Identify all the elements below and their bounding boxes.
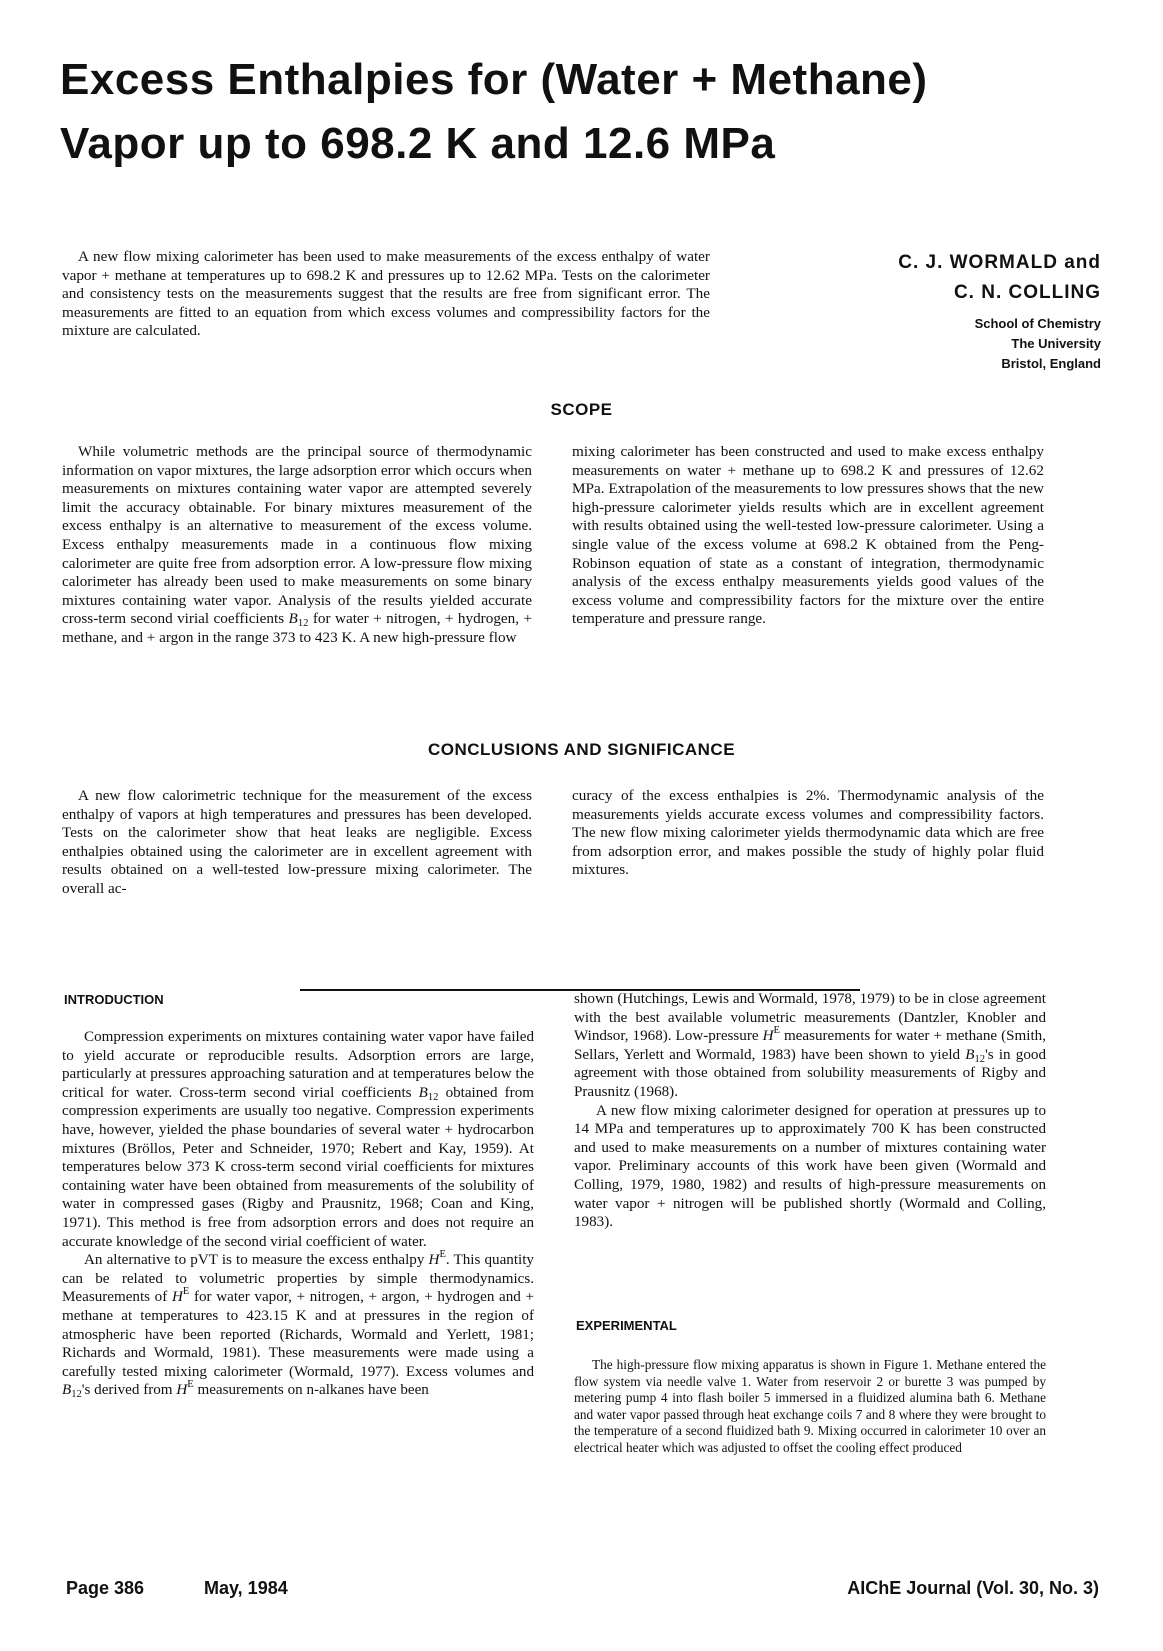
article-title (60, 48, 1120, 176)
affiliation (898, 314, 1101, 374)
title-line-2: Vapor up to 698.2 K and 12.6 MPa (60, 119, 776, 168)
intro-paragraph-3: shown (Hutchings, Lewis and Wormald, 1978, 1979) to be in close agreement with the best available volumetric measurements (Dantzler, Knobler and Windsor, 1968). Low-pressure $H^E$ measurements for water + methane (Smith, Sellars, Yerlett and Wormald, 1983) have been shown to yield $B_{12}'s$ in good agreement with those obtained from solubility measurements of Rigby and Prausnitz (1968). (574, 991, 1046, 1100)
affiliation-line: Bristol, England (1001, 356, 1101, 371)
experimental-column (574, 1357, 1046, 1456)
conclusions-paragraph-continued: curacy of the excess enthalpies is 2%. Thermodynamic analysis of the measurements yields accurate excess volumes and compressibility factors. The new flow mixing calorimeter yields thermodynamic data which are free from adsorption error, and makes possible the study of highly polar fluid mixtures. (572, 787, 1044, 879)
footer-journal: AIChE Journal (Vol. 30, No. 3) (847, 1578, 1099, 1598)
footer-date: May, 1984 (204, 1578, 288, 1598)
intro-paragraph-4: A new flow mixing calorimeter designed for operation at pressures up to 14 MPa and temperatures up to approximately 700 K has been constructed and used to make measurements on a number of mixtures containing water vapor. Preliminary accounts of this work have been given (Wormald and Colling, 1979, 1980, 1982) and results of high-pressure measurements on water vapor + nitrogen will be published shortly (Wormald and Colling, 1983). (574, 1102, 1046, 1231)
scope-paragraph-continued: mixing calorimeter has been constructed and used to make excess enthalpy measurements on water + methane up to 698.2 K and pressures of 12.62 MPa. Extrapolation of the measurements to low pressures shows that the new high-pressure calorimeter yields results which are in excellent agreement with results obtained using the well-tested low-pressure calorimeter. Using a single value of the excess volume at 698.2 K obtained from the Peng-Robinson equation of state as a constant of integration, thermodynamic analysis of the excess enthalpy measurements yields good values of the excess volume and compressibility factors for the mixture over the entire temperature and pressure range. (572, 443, 1044, 628)
symbol-h: H (176, 1382, 188, 1399)
conclusions-paragraph: A new flow calorimetric technique for the measurement of the excess enthalpy of vapors at high temperatures and pressures has been developed. Tests on the calorimeter show that heat leaks are negligible. Excess enthalpies obtained using the calorimeter are in excellent agreement with results obtained on a well-tested low-pressure mixing calorimeter. The overall ac- (62, 787, 532, 897)
subscript: 12 (71, 1389, 82, 1401)
subscript: 12 (297, 618, 309, 630)
scope-left-column (62, 443, 532, 648)
scope-heading: SCOPE (550, 400, 613, 419)
symbol-b: B (288, 610, 298, 628)
conclusions-heading: CONCLUSIONS AND SIGNIFICANCE (427, 740, 736, 759)
subscript: 12 (974, 1053, 986, 1065)
subscript: 12 (427, 1091, 439, 1103)
introduction-heading: INTRODUCTION (64, 992, 164, 1007)
author-line-1: C. J. WORMALD and (898, 252, 1101, 273)
symbol-b: B (62, 1382, 72, 1399)
symbol-b: B (965, 1046, 975, 1063)
introduction-right-column (574, 990, 1046, 1232)
affiliation-line: The University (1011, 336, 1101, 351)
superscript: E (182, 1286, 190, 1298)
footer-page-number: Page 386 (66, 1578, 145, 1598)
affiliation-line: School of Chemistry (974, 316, 1101, 331)
conclusions-left-column (62, 787, 532, 899)
conclusions-right-column (572, 787, 1044, 880)
symbol-h: H (171, 1289, 183, 1306)
symbol-h: H (762, 1028, 774, 1045)
author-line-2: C. N. COLLING (953, 282, 1101, 303)
symbol-b: B (418, 1084, 428, 1101)
title-line-1: Excess Enthalpies for (Water + Methane) (60, 55, 928, 104)
intro-paragraph-2: An alternative to pVT is to measure the excess enthalpy $H^E$. This quantity can be related to volumetric properties by simple thermodynamics. Measurements of $H^E$ for water vapor, + nitrogen, + argon, + hydrogen and + methane at temperatures to 423.15 K and at pressures in the region of atmospheric have been reported (Richards, Wormald and Yerlett, 1981; Richards and Wormald, 1981). These measurements were made using a carefully tested mixing calorimeter (Wormald, 1977). Excess volumes and $B_{12}'s$ derived from $H^E$ measurements on n-alkanes have been (62, 1249, 535, 1401)
superscript: E (439, 1249, 446, 1261)
author-block (898, 248, 1101, 374)
experimental-heading: EXPERIMENTAL (576, 1318, 677, 1333)
abstract: A new flow mixing calorimeter has been used to make measurements of the excess enthalpy of water vapor + methane at temperatures up to 698.2 K and pressures up to 12.62 MPa. Tests on the calorimeter and consistency tests on the measurements suggest that the results are free from significant error. The measurements are fitted to an equation from which excess volumes and compressibility factors for the mixture are calculated. (62, 248, 710, 340)
scope-paragraph: While volumetric methods are the principal source of thermodynamic information on vapor mixtures, the large adsorption error which occurs when measurements on mixtures containing water vapor are attempted severely limit the accuracy obtainable. For binary mixtures measurement of the excess enthalpy is an alternative to measurement of the excess volume. Excess enthalpy measurements made in a continuous flow mixing calorimeter are quite free from adsorption error. A low-pressure flow mixing calorimeter has already been used to make measurements on some binary mixtures containing water vapor. Analysis of the results yielded accurate cross-term second virial coefficients $B_{12}$ for water + nitrogen, + hydrogen, + methane, and + argon in the range 373 to 423 K. A new high-pressure flow (62, 443, 533, 646)
superscript: E (773, 1025, 780, 1037)
scope-right-column (572, 443, 1044, 629)
introduction-left-column (62, 1028, 534, 1400)
superscript: E (187, 1379, 194, 1391)
symbol-h: H (428, 1252, 440, 1269)
intro-paragraph-1: Compression experiments on mixtures containing water vapor have failed to yield accurate or reproducible results. Adsorption errors are large, particularly at pressures approaching saturation and at temperatures below the critical for water. Cross-term second virial coefficients $B_{12}$ obtained from compression experiments are usually too negative. Compression experiments have, however, yielded the phase boundaries of several water + hydrocarbon mixtures (Bröllos, Peter and Schneider, 1970; Rebert and Kay, 1959). At temperatures below 373 K cross-term second virial coefficients for mixtures containing water have been obtained from measurements of the solubility of water in compressed gases (Rigby and Prausnitz, 1968; Coan and King, 1971). This method is free from adsorption errors and does not require an accurate knowledge of the second virial coefficient of water. (62, 1029, 534, 1250)
experimental-paragraph: The high-pressure flow mixing apparatus is shown in Figure 1. Methane entered the flow system via needle valve 1. Water from reservoir 2 or burette 3 was pumped by metering pump 4 into flash boiler 5 immersed in a fluidized alumina bath 6. Methane and water vapor passed through heat exchange coils 7 and 8 where they were brought to the temperature of a second fluidized bath 9. Mixing occurred in calorimeter 10 over an electrical heater which was adjusted to offset the cooling effect produced (574, 1357, 1046, 1455)
